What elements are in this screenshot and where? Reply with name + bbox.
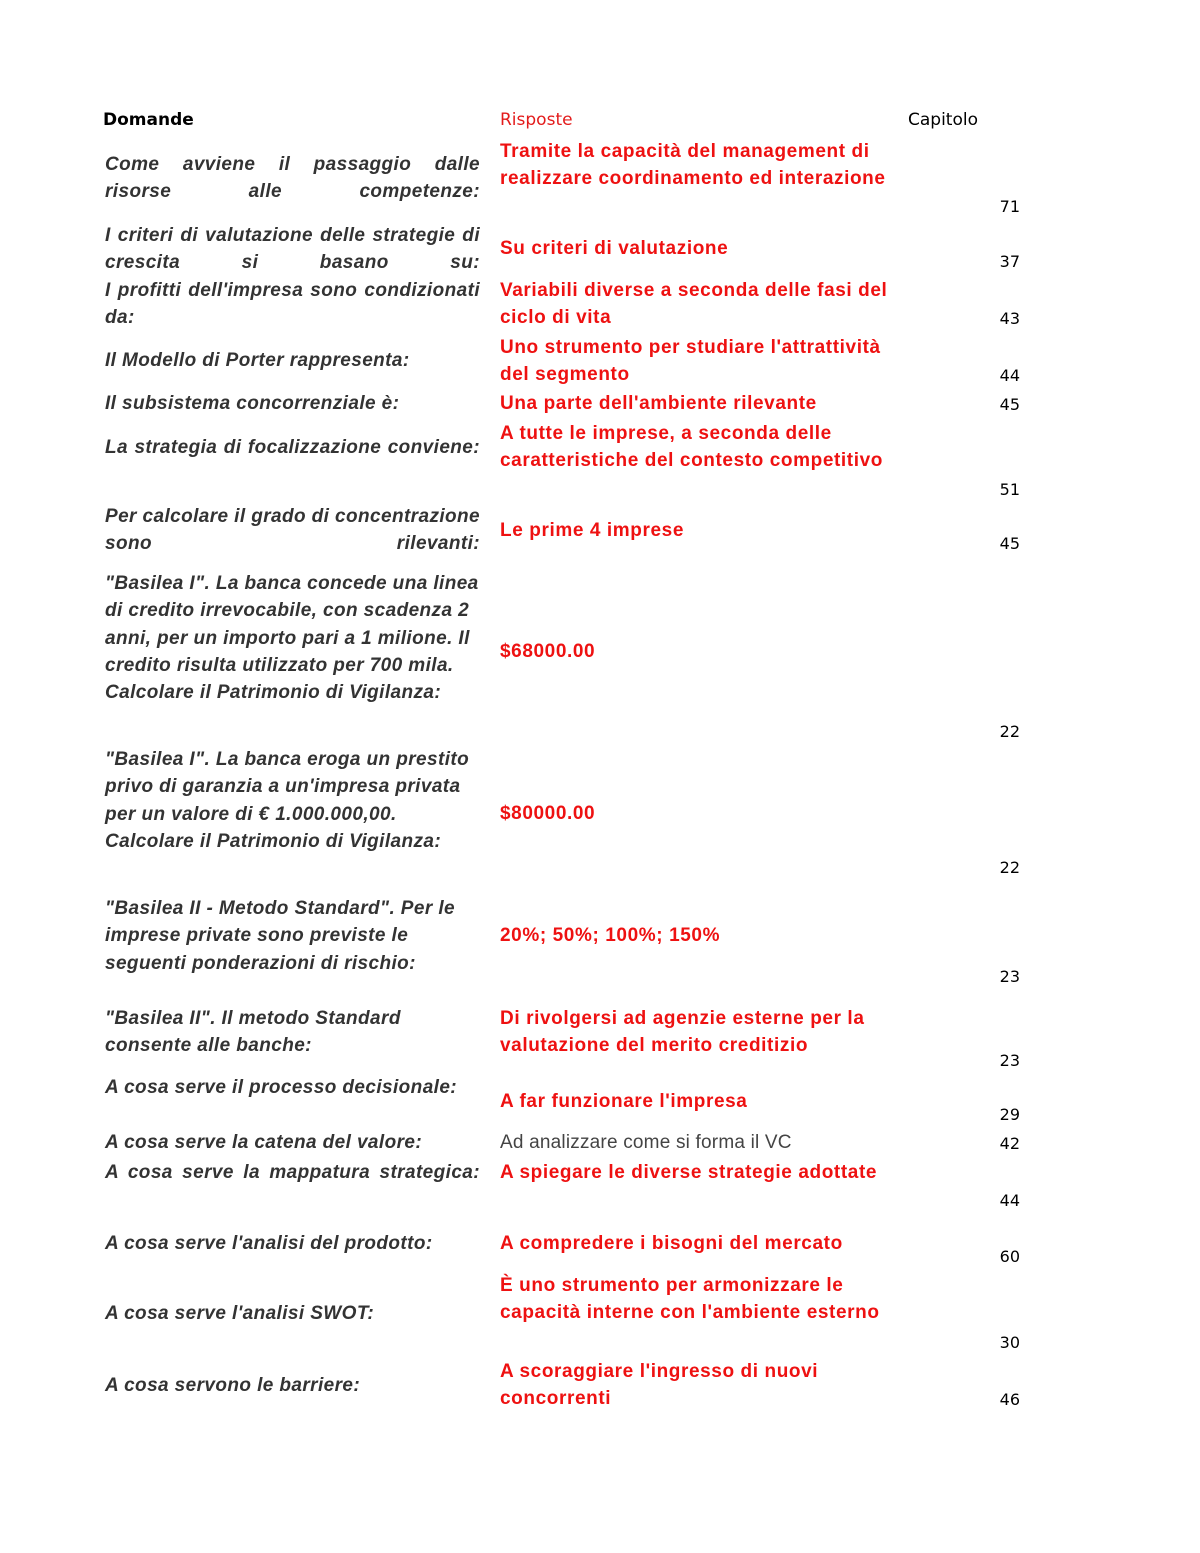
question-text: "Basilea II - Metodo Standard". Per le imprese private sono previste le seguenti ponderazioni di rischio:: [105, 898, 455, 974]
chapter-number: 46: [999, 1390, 1020, 1409]
chapter-number: 29: [999, 1105, 1020, 1124]
answer-text: È uno strumento per armonizzare le capacità interne con l'ambiente esterno: [500, 1275, 880, 1324]
question-text: A cosa serve il processo decisionale:: [105, 1077, 458, 1098]
answer-text: $80000.00: [500, 803, 596, 824]
question-text: I profitti dell'impresa sono condizionati da:: [105, 280, 480, 329]
header-questions: Domande: [103, 110, 194, 130]
question-text: Il subsistema concorrenziale è:: [105, 393, 400, 414]
answer-text: A far funzionare l'impresa: [500, 1091, 748, 1112]
chapter-number: 42: [999, 1134, 1020, 1153]
header-chapter: Capitolo: [908, 110, 978, 130]
chapter-number: 71: [999, 197, 1020, 216]
answer-text: A spiegare le diverse strategie adottate: [500, 1162, 878, 1183]
chapter-number: 45: [999, 395, 1020, 414]
answer-text: Uno strumento per studiare l'attrattività del segmento: [500, 337, 881, 386]
question-text: Per calcolare il grado di concentrazione sono rilevanti:: [105, 506, 481, 555]
chapter-number: 23: [999, 967, 1020, 986]
chapter-number: 22: [999, 722, 1020, 741]
chapter-number: 44: [999, 1191, 1020, 1210]
chapter-number: 43: [999, 309, 1020, 328]
question-text: A cosa serve la mappatura strategica:: [105, 1162, 480, 1183]
question-text: A cosa servono le barriere:: [105, 1375, 361, 1396]
answer-text: $68000.00: [500, 641, 596, 662]
question-text: "Basilea I". La banca concede una linea di credito irrevocabile, con scadenza 2 anni, per un importo pari a 1 milione. Il credito risulta utilizzato per 700 mila. Calcolare il Patrimonio di Vigilanza:: [105, 573, 479, 704]
chapter-number: 45: [999, 534, 1020, 553]
answer-text: Le prime 4 imprese: [500, 520, 684, 541]
answer-text: Di rivolgersi ad agenzie esterne per la valutazione del merito creditizio: [500, 1008, 865, 1057]
question-text: "Basilea II". Il metodo Standard consente alle banche:: [105, 1008, 401, 1057]
question-text: I criteri di valutazione delle strategie di crescita si basano su:: [105, 225, 480, 274]
question-text: "Basilea I". La banca eroga un prestito privo di garanzia a un'impresa privata per un valore di € 1.000.000,00. Calcolare il Patrimonio di Vigilanza:: [105, 749, 470, 852]
chapter-number: 22: [999, 858, 1020, 877]
question-text: A cosa serve l'analisi del prodotto:: [105, 1233, 433, 1254]
question-text: A cosa serve l'analisi SWOT:: [105, 1303, 375, 1324]
chapter-number: 37: [999, 252, 1020, 271]
chapter-number: 51: [999, 480, 1020, 499]
chapter-number: 23: [999, 1051, 1020, 1070]
answer-text: 20%; 50%; 100%; 150%: [500, 925, 721, 946]
question-text: La strategia di focalizzazione conviene:: [105, 437, 480, 458]
answer-text: A tutte le imprese, a seconda delle caratteristiche del contesto competitivo: [500, 423, 883, 472]
answer-text: Ad analizzare come si forma il VC: [500, 1132, 792, 1153]
answer-text: A scoraggiare l'ingresso di nuovi concorrenti: [500, 1361, 819, 1410]
answer-text: A compredere i bisogni del mercato: [500, 1233, 843, 1254]
header-answers: Risposte: [500, 110, 573, 130]
answer-text: Una parte dell'ambiente rilevante: [500, 393, 817, 414]
answer-text: Tramite la capacità del management di realizzare coordinamento ed interazione: [500, 141, 886, 190]
answer-text: Variabili diverse a seconda delle fasi del ciclo di vita: [500, 280, 888, 329]
question-text: A cosa serve la catena del valore:: [105, 1132, 423, 1153]
question-text: Come avviene il passaggio dalle risorse alle competenze:: [105, 154, 480, 203]
chapter-number: 44: [999, 366, 1020, 385]
chapter-number: 30: [999, 1333, 1020, 1352]
answer-text: Su criteri di valutazione: [500, 238, 729, 259]
question-text: Il Modello di Porter rappresenta:: [105, 350, 410, 371]
chapter-number: 60: [999, 1247, 1020, 1266]
